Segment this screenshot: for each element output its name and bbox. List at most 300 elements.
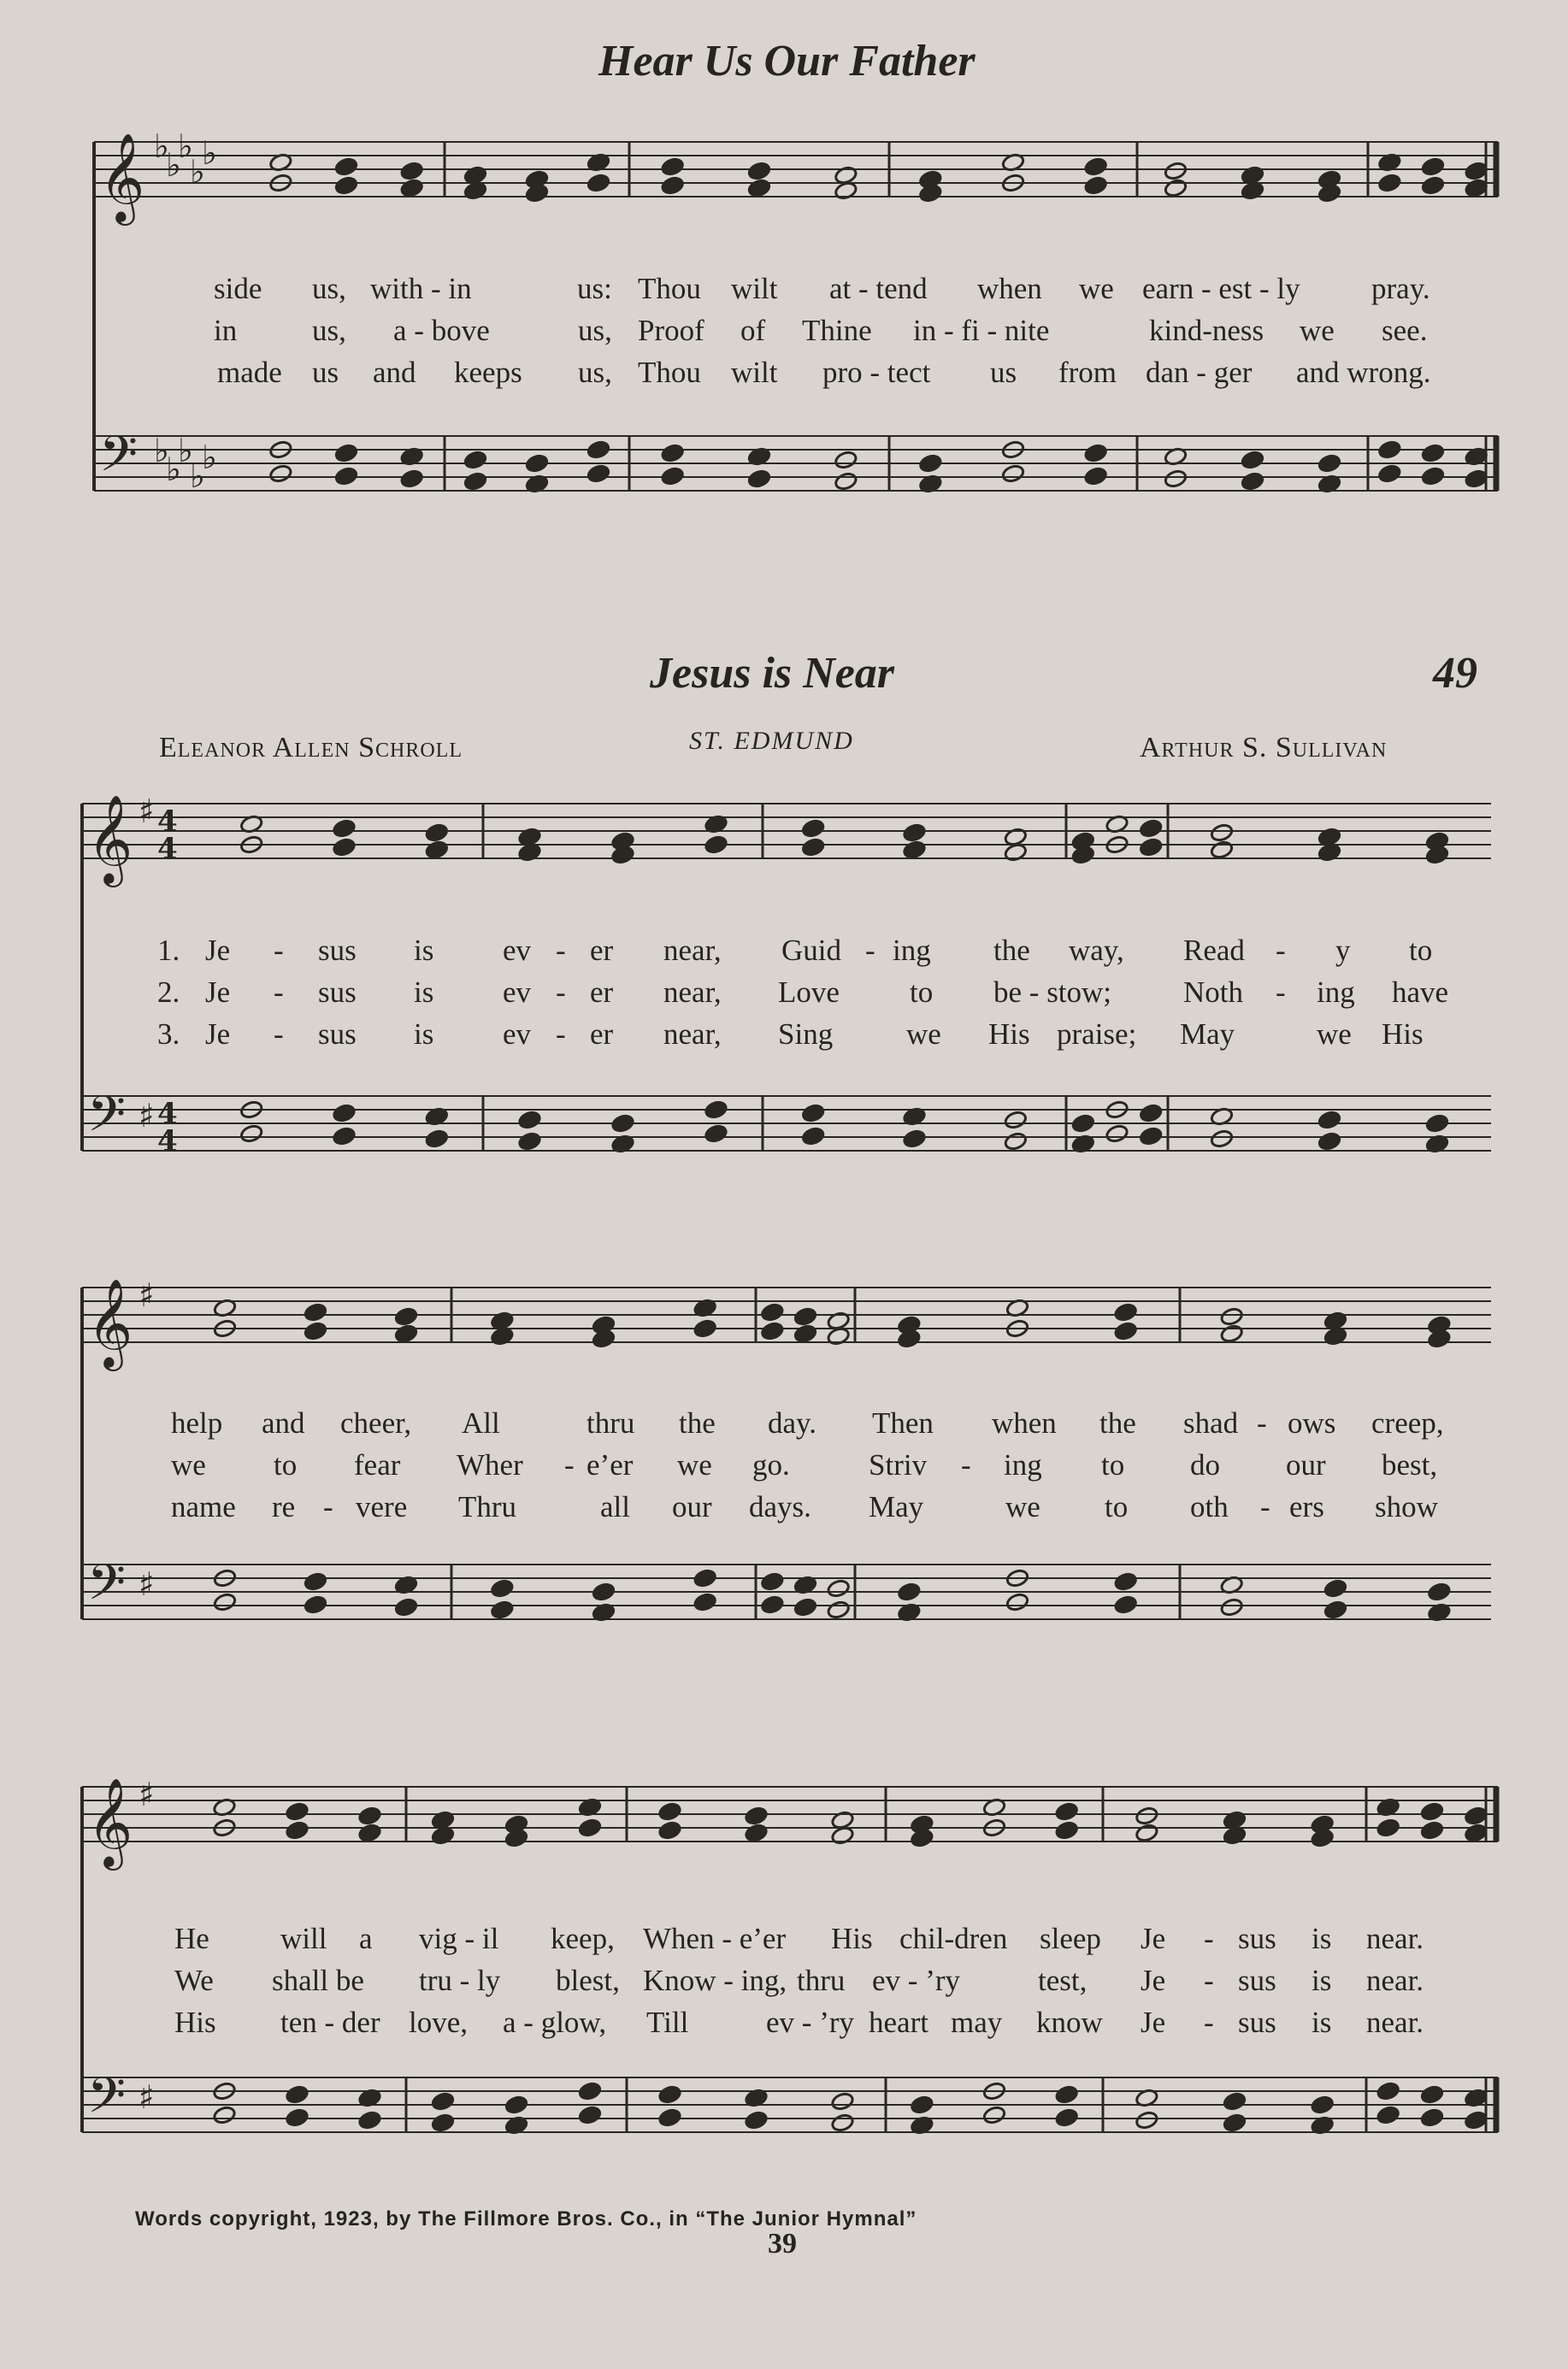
note-head xyxy=(760,1594,784,1614)
lyric: tru - ly xyxy=(419,1964,501,1997)
note-head xyxy=(747,161,771,180)
note-head xyxy=(747,468,771,488)
flat-icon: ♭ xyxy=(154,127,169,165)
lyric: sus xyxy=(1238,2006,1276,2039)
note-head xyxy=(334,443,358,463)
lyric: cheer, xyxy=(340,1406,412,1440)
lyric: of xyxy=(740,314,766,347)
lyric: ev - ’ry xyxy=(872,1964,961,1997)
time-signature: 4 xyxy=(157,832,178,866)
note-head xyxy=(332,818,356,838)
lyric: blest, xyxy=(556,1964,620,1997)
lyric: dan - ger xyxy=(1146,356,1253,389)
note-head xyxy=(463,450,487,469)
treble-clef-icon: 𝄞 xyxy=(87,1777,133,1867)
flat-icon: ♭ xyxy=(190,457,205,495)
note-head xyxy=(1376,2081,1400,2101)
note-head xyxy=(1376,2105,1400,2124)
lyric: Thou xyxy=(638,356,701,389)
note-head xyxy=(587,173,610,192)
lyric: to xyxy=(1101,1448,1125,1482)
note-head xyxy=(1323,1600,1347,1619)
lyric: we xyxy=(171,1448,206,1482)
note-head xyxy=(1241,471,1264,491)
lyric: a - bove xyxy=(393,314,490,347)
note-head xyxy=(1427,1582,1451,1601)
lyric: the xyxy=(993,934,1030,967)
lyric: best, xyxy=(1382,1448,1438,1482)
note-head xyxy=(400,178,424,197)
note-head xyxy=(332,1103,356,1123)
note-head xyxy=(425,822,449,842)
lyric: to xyxy=(1105,1490,1129,1523)
lyric: the xyxy=(679,1406,716,1440)
note-head xyxy=(212,2105,236,2124)
lyric: is xyxy=(414,1017,434,1051)
lyric: ev xyxy=(503,975,532,1009)
lyric: ing xyxy=(1317,975,1355,1009)
note-head xyxy=(760,1321,784,1341)
note-head xyxy=(1055,1820,1079,1840)
note-head xyxy=(587,439,610,459)
hymn2-title: Jesus is Near xyxy=(650,649,895,698)
note-head xyxy=(1114,1594,1138,1614)
author: Eleanor Allen Schroll xyxy=(159,732,463,763)
bass-clef-icon: 𝄢 xyxy=(87,1085,127,1155)
note-head xyxy=(1420,2084,1444,2104)
lyric: - xyxy=(323,1490,333,1523)
lyric: in xyxy=(214,314,238,347)
flat-icon: ♭ xyxy=(190,153,205,191)
note-head xyxy=(1084,443,1108,463)
lyric: 2. xyxy=(157,975,180,1009)
lyric: shall be xyxy=(272,1964,364,1997)
treble-clef-icon: 𝄞 xyxy=(87,1278,133,1368)
note-head xyxy=(1139,1126,1163,1146)
lyric: er xyxy=(590,934,614,967)
lyric: We xyxy=(174,1964,214,1997)
note-head xyxy=(400,468,424,488)
lyric: e’er xyxy=(587,1448,634,1482)
note-head xyxy=(463,471,487,491)
note-head xyxy=(1223,2091,1247,2111)
lyric: when xyxy=(992,1406,1057,1440)
lyric: is xyxy=(1312,1964,1332,1997)
note-head xyxy=(578,2081,602,2101)
lyric: sus xyxy=(1238,1964,1276,1997)
note-head xyxy=(1139,837,1163,857)
note-head xyxy=(1317,453,1341,473)
note-head xyxy=(394,1323,418,1343)
note-head xyxy=(902,1129,926,1148)
lyric: have xyxy=(1392,975,1449,1009)
note-head xyxy=(1377,463,1401,483)
lyric: us xyxy=(990,356,1017,389)
lyric: sus xyxy=(318,975,357,1009)
lyric: a - glow, xyxy=(503,2006,607,2039)
note-head xyxy=(525,453,549,473)
lyric: His xyxy=(1382,1017,1424,1051)
note-head xyxy=(1164,468,1188,488)
sharp-icon: ♯ xyxy=(139,1565,155,1603)
note-head xyxy=(657,1820,681,1840)
lyric: we xyxy=(1300,314,1335,347)
lyric: - xyxy=(1204,2006,1214,2039)
lyric: pro - tect xyxy=(822,356,931,389)
bass-clef-icon: 𝄢 xyxy=(87,1553,127,1624)
lyric: help xyxy=(171,1406,223,1440)
note-head xyxy=(1421,466,1445,486)
lyric: our xyxy=(1286,1448,1326,1482)
note-head xyxy=(1084,156,1108,176)
note-head xyxy=(661,156,685,176)
lyric: - xyxy=(1257,1406,1267,1440)
note-head xyxy=(897,1582,921,1601)
note-head xyxy=(1323,1578,1347,1598)
note-head xyxy=(357,1823,381,1842)
note-head xyxy=(1139,818,1163,838)
note-head xyxy=(834,471,858,491)
lyric: a xyxy=(359,1922,373,1955)
note-head xyxy=(1220,1323,1244,1343)
lyric: Thine xyxy=(802,314,872,347)
note-head xyxy=(657,2107,681,2127)
sharp-icon: ♯ xyxy=(139,1097,155,1134)
lyric: we xyxy=(1005,1490,1040,1523)
lyric: Je xyxy=(205,1017,231,1051)
lyric: Then xyxy=(872,1406,934,1440)
note-head xyxy=(834,450,858,469)
note-head xyxy=(394,1597,418,1617)
lyric: do xyxy=(1190,1448,1220,1482)
note-head xyxy=(793,1323,817,1343)
lyric: will xyxy=(280,1922,327,1955)
lyric: ing xyxy=(1004,1448,1042,1482)
note-head xyxy=(587,463,610,483)
note-head xyxy=(1135,2110,1158,2130)
lyric: ev xyxy=(503,934,532,967)
note-head xyxy=(693,1592,717,1612)
note-head xyxy=(657,2084,681,2104)
note-head xyxy=(304,1321,327,1341)
note-head xyxy=(1055,2084,1079,2104)
note-head xyxy=(801,1126,825,1146)
lyric: y xyxy=(1335,934,1351,967)
note-head xyxy=(1084,466,1108,486)
note-head xyxy=(517,1131,541,1151)
note-head xyxy=(693,1318,717,1338)
note-head xyxy=(793,1306,817,1326)
lyric: show xyxy=(1375,1490,1438,1523)
composer: Arthur S. Sullivan xyxy=(1140,732,1388,763)
note-head xyxy=(1465,468,1488,488)
note-head xyxy=(1220,1597,1244,1617)
lyric: Wher xyxy=(457,1448,523,1482)
lyric: er xyxy=(590,1017,614,1051)
note-head xyxy=(394,1306,418,1326)
lyric: Noth xyxy=(1183,975,1243,1009)
note-head xyxy=(610,1113,634,1133)
note-head xyxy=(918,453,942,473)
lyric: to xyxy=(1409,934,1433,967)
lyric: 1. xyxy=(157,934,180,967)
lyric: near, xyxy=(663,934,722,967)
lyric: - xyxy=(1276,975,1286,1009)
note-head xyxy=(1420,1801,1444,1821)
note-head xyxy=(332,837,356,857)
note-head xyxy=(1164,178,1188,197)
lyric: us xyxy=(312,356,339,389)
note-head xyxy=(1055,1801,1079,1821)
lyric: keeps xyxy=(454,356,522,389)
lyric: and xyxy=(262,1406,305,1440)
lyric: Sing xyxy=(778,1017,834,1051)
lyric: is xyxy=(414,934,434,967)
note-head xyxy=(357,1806,381,1825)
lyric: wilt xyxy=(731,272,778,305)
note-head xyxy=(1317,1131,1341,1151)
lyric: - xyxy=(564,1448,575,1482)
note-head xyxy=(239,1123,263,1143)
note-head xyxy=(1139,1103,1163,1123)
lyric: - xyxy=(556,1017,566,1051)
note-head xyxy=(578,1818,602,1837)
flat-icon: ♭ xyxy=(202,134,217,172)
note-head xyxy=(1105,1123,1129,1143)
note-head xyxy=(1210,1129,1234,1148)
lyric: our xyxy=(672,1490,712,1523)
note-head xyxy=(1114,1302,1138,1322)
lyric: ev - ’ry xyxy=(766,2006,855,2039)
lyric: us: xyxy=(577,272,612,305)
lyric: Till xyxy=(646,2006,689,2039)
lyric: praise; xyxy=(1057,1017,1137,1051)
note-head xyxy=(334,175,358,195)
note-head xyxy=(425,840,449,859)
note-head xyxy=(1464,1806,1488,1825)
sharp-icon: ♯ xyxy=(139,793,155,830)
lyric: way, xyxy=(1069,934,1124,967)
note-head xyxy=(332,1126,356,1146)
lyric: Know - ing, xyxy=(643,1964,787,1997)
lyric: sleep xyxy=(1040,1922,1101,1955)
flat-icon: ♭ xyxy=(166,146,181,184)
lyric: near, xyxy=(663,1017,722,1051)
note-head xyxy=(982,2105,1006,2124)
lyric: side xyxy=(214,272,262,305)
lyric: chil-dren xyxy=(899,1922,1008,1955)
tune-name: ST. EDMUND xyxy=(689,727,854,755)
note-head xyxy=(1311,2095,1335,2114)
sharp-icon: ♯ xyxy=(139,2078,155,2116)
lyric: see. xyxy=(1382,314,1428,347)
lyric: thru xyxy=(587,1406,635,1440)
note-head xyxy=(793,1597,817,1617)
lyric: Je xyxy=(1141,1922,1166,1955)
note-head xyxy=(760,1571,784,1591)
sharp-icon: ♯ xyxy=(139,1276,155,1314)
lyric: His xyxy=(831,1922,873,1955)
lyric: is xyxy=(1312,1922,1332,1955)
lyric: be - stow; xyxy=(993,975,1112,1009)
lyric: sus xyxy=(318,1017,357,1051)
lyric: pray. xyxy=(1371,272,1430,305)
flat-icon: ♭ xyxy=(178,127,193,165)
flat-icon: ♭ xyxy=(178,432,193,469)
note-head xyxy=(1055,2107,1079,2127)
lyric: sus xyxy=(1238,1922,1276,1955)
note-head xyxy=(1210,822,1234,842)
note-head xyxy=(1004,1131,1028,1151)
lyric: to xyxy=(910,975,934,1009)
lyric: He xyxy=(174,1922,209,1955)
lyric: ows xyxy=(1288,1406,1336,1440)
lyric: Read xyxy=(1183,934,1245,967)
note-head xyxy=(1420,1820,1444,1840)
lyric: Je xyxy=(1141,1964,1166,1997)
lyric: near. xyxy=(1366,1922,1424,1955)
flat-icon: ♭ xyxy=(154,432,169,469)
lyric: ten - der xyxy=(280,2006,380,2039)
note-head xyxy=(1376,1818,1400,1837)
note-head xyxy=(747,178,771,197)
note-head xyxy=(1114,1321,1138,1341)
note-head xyxy=(1084,175,1108,195)
note-head xyxy=(830,2091,854,2111)
lyric: fear xyxy=(354,1448,401,1482)
note-head xyxy=(1223,2113,1247,2132)
note-head xyxy=(1135,1823,1158,1842)
note-head xyxy=(1465,178,1488,197)
treble-clef-icon: 𝄞 xyxy=(87,794,133,884)
lyric: near. xyxy=(1366,1964,1424,1997)
note-head xyxy=(657,1801,681,1821)
lyric: keep, xyxy=(551,1922,615,1955)
note-head xyxy=(661,175,685,195)
lyric: kind-ness xyxy=(1149,314,1264,347)
lyric: Guid xyxy=(781,934,841,967)
lyric: earn - est - ly xyxy=(1142,272,1300,305)
lyric: - xyxy=(1204,1964,1214,1997)
lyric: with - in xyxy=(370,272,472,305)
lyric: heart xyxy=(869,2006,928,2039)
note-head xyxy=(827,1600,851,1619)
lyric: May xyxy=(869,1490,924,1523)
note-head xyxy=(268,463,292,483)
lyric: His xyxy=(174,2006,216,2039)
note-head xyxy=(1005,1592,1029,1612)
note-head xyxy=(285,2084,309,2104)
note-head xyxy=(801,837,825,857)
note-head xyxy=(400,161,424,180)
lyric: sus xyxy=(318,934,357,967)
note-head xyxy=(1001,463,1025,483)
note-head xyxy=(1004,1110,1028,1129)
lyric: Love xyxy=(778,975,840,1009)
note-head xyxy=(334,156,358,176)
note-head xyxy=(1071,1113,1095,1133)
time-signature: 4 xyxy=(157,804,178,839)
note-head xyxy=(693,1568,717,1588)
lyric: Thou xyxy=(638,272,701,305)
lyric: Je xyxy=(205,975,231,1009)
note-head xyxy=(517,1110,541,1129)
note-head xyxy=(1220,1306,1244,1326)
lyric: - xyxy=(961,1448,971,1482)
note-head xyxy=(504,2095,528,2114)
lyric: - xyxy=(1260,1490,1270,1523)
lyric: re xyxy=(272,1490,296,1523)
note-head xyxy=(1421,175,1445,195)
lyric: us, xyxy=(312,272,346,305)
lyric: near, xyxy=(663,975,722,1009)
lyric: - xyxy=(274,934,284,967)
lyric: er xyxy=(590,975,614,1009)
note-head xyxy=(431,2091,455,2111)
lyric: 3. xyxy=(157,1017,180,1051)
lyric: - xyxy=(556,934,566,967)
lyric: ing xyxy=(893,934,931,967)
lyric: go. xyxy=(752,1448,790,1482)
lyric: - xyxy=(274,975,284,1009)
note-head xyxy=(827,1578,851,1598)
lyric: us, xyxy=(578,314,612,347)
lyric: - xyxy=(274,1017,284,1051)
lyric: test, xyxy=(1038,1964,1088,1997)
lyric: love, xyxy=(409,2006,469,2039)
lyric: us, xyxy=(312,314,346,347)
copyright-note: Words copyright, 1923, by The Fillmore Bros. Co., in “The Junior Hymnal” xyxy=(135,2207,917,2231)
lyric: ev xyxy=(503,1017,532,1051)
time-signature: 4 xyxy=(157,1097,178,1131)
hymn1-title: Hear Us Our Father xyxy=(598,37,976,85)
note-head xyxy=(431,2113,455,2132)
lyric: Je xyxy=(205,934,231,967)
lyric: made xyxy=(217,356,282,389)
note-head xyxy=(1464,2110,1488,2130)
note-head xyxy=(704,1123,728,1143)
bass-clef-icon: 𝄢 xyxy=(99,425,139,495)
note-head xyxy=(334,466,358,486)
note-head xyxy=(1114,1571,1138,1591)
lyric: - xyxy=(1276,934,1286,967)
note-head xyxy=(1421,156,1445,176)
note-head xyxy=(661,466,685,486)
lyric: name xyxy=(171,1490,236,1523)
lyric: from xyxy=(1058,356,1117,389)
lyric: we xyxy=(677,1448,712,1482)
note-head xyxy=(490,1600,514,1619)
note-head xyxy=(1425,1113,1449,1133)
note-head xyxy=(490,1578,514,1598)
note-head xyxy=(661,443,685,463)
lyric: at - tend xyxy=(829,272,928,305)
note-head xyxy=(910,2095,934,2114)
lyric: and wrong. xyxy=(1296,356,1431,389)
lyric: Striv xyxy=(869,1448,928,1482)
lyric: vere xyxy=(356,1490,408,1523)
lyric: in - fi - nite xyxy=(913,314,1050,347)
note-head xyxy=(285,2107,309,2127)
note-head xyxy=(304,1571,327,1591)
time-signature: 4 xyxy=(157,1124,178,1158)
lyric: know xyxy=(1036,2006,1103,2039)
note-head xyxy=(801,1103,825,1123)
note-head xyxy=(1164,161,1188,180)
note-head xyxy=(760,1302,784,1322)
lyric: ers xyxy=(1289,1490,1324,1523)
note-head xyxy=(1210,840,1234,859)
